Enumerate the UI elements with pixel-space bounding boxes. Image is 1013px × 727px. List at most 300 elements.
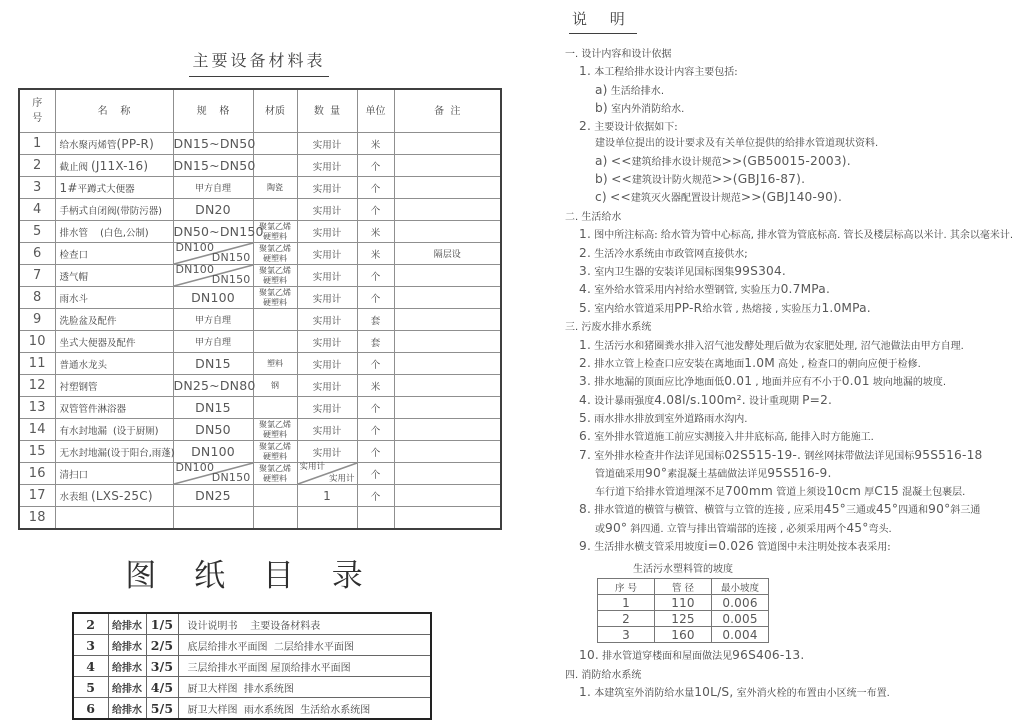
cell-name: 1#平蹲式大便器 bbox=[55, 177, 173, 199]
cell-material bbox=[253, 485, 297, 507]
text-run: (PP-R) bbox=[116, 136, 154, 151]
cell-unit: 个 bbox=[357, 485, 394, 507]
text-run: . bbox=[917, 359, 921, 371]
cell-spec: 甲方自理 bbox=[173, 309, 253, 331]
text-run: 99S304. bbox=[734, 264, 786, 279]
text-run: 1. bbox=[579, 64, 592, 79]
text-run: 15 bbox=[28, 444, 46, 459]
column-header: 管 径 bbox=[655, 579, 712, 595]
notes-lines-post bbox=[565, 647, 1000, 702]
text-run: 45° bbox=[846, 520, 869, 535]
cell-note bbox=[394, 375, 501, 397]
text-run: 2. bbox=[579, 356, 592, 371]
cell-unit: 个 bbox=[357, 441, 394, 463]
cell-note bbox=[394, 221, 501, 243]
cell-name bbox=[55, 507, 173, 530]
cell-material: 聚氯乙烯硬塑料 bbox=[253, 265, 297, 287]
text-run: 110 bbox=[671, 595, 695, 610]
column-header: 数 量 bbox=[297, 89, 357, 133]
cell-no bbox=[19, 463, 55, 485]
text-run: << bbox=[611, 172, 632, 187]
cell-quantity: 实用计 bbox=[297, 177, 357, 199]
materials-table bbox=[18, 88, 502, 530]
note-line: 8. 排水管道的横管与横管、横管与立管的连接 , 应采用45°三通或45°四通和90°斜三通 bbox=[579, 502, 981, 517]
text-run: 5. bbox=[579, 410, 592, 425]
text-run: ) bbox=[154, 425, 159, 437]
text-run: . bbox=[660, 85, 664, 97]
cell-name: 雨水斗 bbox=[55, 287, 173, 309]
cell-sheet-index bbox=[146, 677, 178, 698]
cell-quantity bbox=[297, 463, 357, 485]
cell-quantity: 实用计 bbox=[297, 397, 357, 419]
text-run: . bbox=[942, 377, 947, 389]
cell-material: 聚氯乙烯硬塑料 bbox=[253, 419, 297, 441]
text-run: . bbox=[575, 49, 579, 60]
text-run: . bbox=[888, 523, 892, 535]
text-run: 6. bbox=[579, 429, 592, 444]
slope-table-body bbox=[598, 595, 769, 643]
text-run: 1. bbox=[579, 337, 592, 352]
text-run: 1 bbox=[622, 595, 630, 610]
text-run: 02S515-19-. bbox=[724, 447, 802, 462]
cell-sheet-index bbox=[146, 635, 178, 656]
cell-no bbox=[19, 133, 55, 155]
text-run: 6 bbox=[33, 246, 42, 261]
text-run: 1 bbox=[323, 488, 331, 503]
table-row bbox=[19, 287, 501, 309]
text-run: 14 bbox=[28, 422, 46, 437]
cell-spec: 甲方自理 bbox=[173, 177, 253, 199]
cell-spec bbox=[173, 507, 253, 530]
cell-page-number bbox=[73, 677, 108, 698]
text-run: DN100 bbox=[191, 290, 235, 305]
column-header: 备 注 bbox=[394, 89, 501, 133]
text-run: 700mm bbox=[725, 484, 774, 499]
column-header: 名 称 bbox=[55, 89, 173, 133]
text-run: 8. bbox=[579, 502, 592, 517]
text-run: a) bbox=[595, 153, 608, 168]
text-run: 1. bbox=[579, 227, 592, 242]
cell-no bbox=[19, 177, 55, 199]
cell-unit: 个 bbox=[357, 155, 394, 177]
text-run: 3. bbox=[579, 374, 592, 389]
cell-name: 双管管件淋浴器 bbox=[55, 397, 173, 419]
cell-no bbox=[19, 243, 55, 265]
cell-material: 聚氯乙烯硬塑料 bbox=[253, 287, 297, 309]
cell-page-number bbox=[73, 613, 108, 635]
text-run: DN25 bbox=[195, 488, 231, 503]
text-run: , bbox=[735, 303, 739, 315]
text-run: 1. bbox=[579, 685, 592, 700]
cell-no bbox=[19, 199, 55, 221]
text-run: DN15~DN50 bbox=[173, 136, 256, 151]
text-run: , bbox=[755, 377, 759, 389]
text-run: 96S406-13. bbox=[732, 648, 805, 663]
diagonal-split-cell bbox=[174, 243, 253, 264]
cell-spec bbox=[173, 397, 253, 419]
cell-unit: 米 bbox=[357, 133, 394, 155]
cell-note: 隔层设 bbox=[394, 243, 501, 265]
cell-material bbox=[253, 133, 297, 155]
text-run: , bbox=[775, 303, 779, 315]
cell-min-slope bbox=[712, 627, 769, 643]
text-run: , bbox=[750, 230, 754, 242]
table-row bbox=[19, 133, 501, 155]
note-line: 2. 排水立管上检查口应安装在离地面1.0M 高处 , 检查口的朝向应便于检修. bbox=[579, 356, 921, 371]
cell-unit: 米 bbox=[357, 375, 394, 397]
table-row bbox=[19, 463, 501, 485]
notes-panel bbox=[565, 8, 1013, 703]
note-line: 2. 主要设计依据如下: bbox=[579, 119, 678, 134]
cell-material: 聚氯乙烯硬塑料 bbox=[253, 221, 297, 243]
text-run: . bbox=[886, 688, 890, 700]
text-run: . bbox=[575, 322, 579, 334]
cell-quantity bbox=[297, 485, 357, 507]
cell-index bbox=[598, 627, 655, 643]
cell-no bbox=[19, 507, 55, 530]
cell-quantity: 实用计 bbox=[297, 441, 357, 463]
cell-page-number bbox=[73, 635, 108, 656]
text-run: 45° bbox=[875, 502, 899, 517]
diagonal-split-cell bbox=[174, 265, 253, 286]
cell-spec bbox=[173, 221, 264, 243]
column-header: 序 号 bbox=[19, 89, 55, 133]
text-run: 160 bbox=[671, 627, 695, 642]
cell-name: 检查口 bbox=[55, 243, 173, 265]
cell-no bbox=[19, 221, 55, 243]
table-row bbox=[19, 485, 501, 507]
cell-sheet-index bbox=[146, 613, 178, 635]
note-line: 4. 设计暴雨强度4.08l/s.100m². 设计重现期 P=2. bbox=[579, 392, 833, 407]
cell-spec bbox=[173, 375, 256, 397]
cell-diameter bbox=[655, 595, 712, 611]
cell-name: 透气帽 bbox=[55, 265, 173, 287]
note-line: 5. 室内给水管道采用PP-R给水管 , 热熔接 , 实验压力1.0MPa. bbox=[579, 300, 871, 315]
cell-quantity: 实用计 bbox=[297, 199, 357, 221]
catalog-title: 图 纸 目 录 bbox=[125, 558, 377, 594]
text-run: 5 bbox=[33, 224, 42, 239]
column-header: 规 格 bbox=[173, 89, 253, 133]
text-run: >>(GBJ140-90). bbox=[740, 190, 843, 205]
text-run: . bbox=[875, 138, 879, 150]
text-run: PP-R bbox=[674, 300, 703, 315]
table-row bbox=[19, 507, 501, 530]
text-run: DN50 bbox=[195, 422, 231, 437]
note-line: a) <<建筑给排水设计规范>>(GB50015-2003). bbox=[595, 153, 851, 168]
text-run: 3 bbox=[86, 637, 96, 653]
text-run: 2 bbox=[622, 611, 630, 626]
catalog-table-body bbox=[73, 613, 431, 719]
cell-note bbox=[394, 397, 501, 419]
header-row bbox=[19, 89, 501, 133]
diagonal-top-value: 实用计 bbox=[299, 462, 326, 472]
text-run: ( bbox=[113, 425, 117, 437]
cell-quantity: 实用计 bbox=[297, 243, 357, 265]
cell-quantity: 实用计 bbox=[297, 309, 357, 331]
cell-page-number bbox=[73, 656, 108, 677]
cell-content: 底层给排水平面图 二层给排水平面图 bbox=[178, 635, 431, 656]
text-run: . bbox=[744, 413, 748, 425]
column-header: 最小坡度 bbox=[712, 579, 769, 595]
text-run: 10 bbox=[28, 334, 46, 349]
text-run: , bbox=[148, 447, 152, 459]
cell-material bbox=[253, 507, 297, 530]
diagonal-bottom-value bbox=[212, 252, 251, 265]
note-line: 管道础采用90°素混凝土基础做法详见95S516-9. bbox=[595, 465, 832, 480]
text-run: b) bbox=[595, 172, 608, 187]
table-row bbox=[19, 155, 501, 177]
text-run: 3 bbox=[33, 180, 42, 195]
header-row bbox=[598, 579, 769, 595]
cell-unit: 套 bbox=[357, 309, 394, 331]
cell-note bbox=[394, 331, 501, 353]
text-run: 9 bbox=[33, 312, 42, 327]
cell-note bbox=[394, 309, 501, 331]
text-run: 1.0MPa. bbox=[821, 300, 871, 315]
cell-name: 无水封地漏(设于阳台,雨蓬) bbox=[55, 441, 173, 463]
cell-spec bbox=[173, 353, 253, 375]
cell-note bbox=[394, 177, 501, 199]
text-run: 7 bbox=[33, 268, 42, 283]
text-run: DN150 bbox=[211, 273, 251, 286]
note-line: 建设单位提出的设计要求及有关单位提供的给排水管道现状资料. bbox=[595, 138, 879, 150]
text-run: >>(GB50015-2003). bbox=[721, 153, 851, 168]
cell-no bbox=[19, 419, 55, 441]
text-run: 16 bbox=[28, 466, 46, 481]
table-row bbox=[19, 309, 501, 331]
cell-spec bbox=[173, 243, 253, 265]
cell-material: 聚氯乙烯硬塑料 bbox=[253, 463, 297, 485]
text-run: << bbox=[610, 153, 632, 168]
text-run: a) bbox=[595, 82, 608, 97]
cell-material: 聚氯乙烯硬塑料 bbox=[253, 243, 297, 265]
column-header: 序 号 bbox=[598, 579, 655, 595]
text-run: 10L/S, bbox=[694, 685, 734, 700]
text-run: DN150 bbox=[211, 251, 251, 264]
cell-unit: 个 bbox=[357, 265, 394, 287]
cell-name: 有水封地漏 (设于厨厕) bbox=[55, 419, 173, 441]
note-line: 2. 生活冷水系统由市政管网直接供水; bbox=[579, 245, 748, 260]
text-run: . bbox=[575, 670, 579, 682]
text-run: . bbox=[870, 432, 874, 444]
text-run: 0.7MPa. bbox=[780, 282, 831, 297]
note-line: 一. 设计内容和设计依据 bbox=[565, 49, 672, 60]
note-line: c) <<建筑灭火器配置设计规范>>(GBJ140-90). bbox=[595, 190, 843, 205]
cell-note bbox=[394, 463, 501, 485]
table-row bbox=[19, 177, 501, 199]
notes-heading: 说 明 bbox=[569, 8, 637, 34]
text-run: DN150 bbox=[211, 471, 251, 484]
cell-quantity: 实用计 bbox=[297, 221, 357, 243]
cell-content: 设计说明书 主要设备材料表 bbox=[178, 613, 431, 635]
text-run: 90° bbox=[928, 502, 951, 517]
text-run: . bbox=[943, 230, 947, 242]
slope-row bbox=[598, 627, 769, 643]
text-run: 11 bbox=[28, 356, 46, 371]
cell-no bbox=[19, 309, 55, 331]
cell-quantity: 实用计 bbox=[297, 265, 357, 287]
cell-name: 衬塑钢管 bbox=[55, 375, 173, 397]
note-line: 1. 图中所注标高: 给水管为管中心标高, 排水管为管底标高. 管长及楼层标高以米计. 其余以毫米计. bbox=[579, 227, 1013, 242]
cell-note bbox=[394, 287, 501, 309]
text-run: . bbox=[960, 340, 964, 352]
text-run: 10cm bbox=[826, 484, 862, 499]
cell-name: 坐式大便器及配件 bbox=[55, 331, 173, 353]
cell-no bbox=[19, 485, 55, 507]
diagonal-top-value bbox=[176, 242, 215, 255]
text-run: , bbox=[779, 523, 784, 535]
cell-quantity: 实用计 bbox=[297, 287, 357, 309]
text-run: , bbox=[787, 505, 791, 517]
text-run: 10. bbox=[579, 648, 599, 663]
cell-unit: 个 bbox=[357, 463, 394, 485]
column-header: 材质 bbox=[253, 89, 297, 133]
cell-content: 厨卫大样图 排水系统图 bbox=[178, 677, 431, 698]
cell-spec bbox=[173, 463, 253, 485]
catalog-row bbox=[73, 635, 431, 656]
text-run: 7. bbox=[579, 447, 592, 462]
text-run: 0.004 bbox=[722, 627, 758, 642]
text-run: DN20 bbox=[195, 202, 231, 217]
catalog-row bbox=[73, 698, 431, 720]
cell-material bbox=[253, 331, 297, 353]
materials-table-body bbox=[19, 133, 501, 530]
cell-spec: 甲方自理 bbox=[173, 331, 253, 353]
notes-flow bbox=[565, 47, 1013, 703]
cell-no bbox=[19, 353, 55, 375]
cell-quantity: 实用计 bbox=[297, 353, 357, 375]
cell-unit: 个 bbox=[357, 287, 394, 309]
note-line: 5. 雨水排水排放到室外道路雨水沟内. bbox=[579, 410, 748, 425]
cell-index bbox=[598, 611, 655, 627]
cell-unit: 米 bbox=[357, 243, 394, 265]
text-run: 4. bbox=[579, 392, 592, 407]
cell-content: 三层给排水平面图 屋顶给排水平面图 bbox=[178, 656, 431, 677]
cell-note bbox=[394, 265, 501, 287]
cell-unit: 个 bbox=[357, 419, 394, 441]
text-run: ( bbox=[107, 447, 111, 459]
text-run: 18 bbox=[28, 510, 46, 525]
text-run: C15 bbox=[874, 484, 899, 499]
text-run: DN100 bbox=[175, 263, 215, 276]
cell-note bbox=[394, 155, 501, 177]
text-run: 90° bbox=[605, 520, 628, 535]
note-line: 9. 生活排水横支管采用坡度i=0.026 管道图中未注明处按本表采用: bbox=[579, 539, 891, 554]
text-run: 4. bbox=[579, 282, 592, 297]
cell-sheet-index bbox=[146, 698, 178, 720]
text-run: 0.01 bbox=[841, 374, 870, 389]
text-run: 17 bbox=[28, 488, 46, 503]
cell-note bbox=[394, 485, 501, 507]
note-line: 3. 室内卫生器的安装详见国标图集99S304. bbox=[579, 264, 786, 279]
slope-row bbox=[598, 595, 769, 611]
text-run: 5 bbox=[86, 679, 96, 695]
table-row bbox=[19, 331, 501, 353]
cell-spec bbox=[173, 155, 256, 177]
cell-quantity: 实用计 bbox=[297, 331, 357, 353]
text-run: 4.08l/s.100m². bbox=[654, 392, 746, 407]
note-line: 1. 本工程给排水设计内容主要包括: bbox=[579, 64, 738, 79]
table-row bbox=[19, 265, 501, 287]
text-run: 8 bbox=[33, 290, 42, 305]
slope-table-title: 生活污水塑料管的坡度 bbox=[633, 564, 733, 576]
text-run: b) bbox=[595, 100, 608, 115]
catalog-row bbox=[73, 656, 431, 677]
cell-unit bbox=[357, 507, 394, 530]
cell-category: 给排水 bbox=[108, 635, 146, 656]
text-run: 4 bbox=[86, 658, 96, 674]
cell-quantity: 实用计 bbox=[297, 155, 357, 177]
cell-spec bbox=[173, 287, 253, 309]
diagonal-split-cell bbox=[298, 463, 357, 484]
cell-name: 水表组 (LXS-25C) bbox=[55, 485, 173, 507]
note-line: 1. 生活污水和猪圈粪水排入沼气池发酵处理后做为农家肥处理, 沼气池做法由甲方自理. bbox=[579, 337, 964, 352]
cell-spec bbox=[173, 199, 253, 221]
cell-note bbox=[394, 441, 501, 463]
note-line: 三. 污废水排水系统 bbox=[565, 322, 652, 334]
table-row bbox=[19, 419, 501, 441]
text-run: , bbox=[784, 432, 788, 444]
text-run: 3/5 bbox=[150, 658, 174, 674]
cell-material: 钢 bbox=[253, 375, 297, 397]
cell-no bbox=[19, 287, 55, 309]
note-line: 四. 消防给水系统 bbox=[565, 670, 642, 682]
cell-material: 聚氯乙烯硬塑料 bbox=[253, 441, 297, 463]
text-run: DN15 bbox=[195, 356, 231, 371]
text-run: 90° bbox=[645, 465, 668, 480]
text-run: , bbox=[801, 359, 805, 371]
materials-table-header bbox=[19, 89, 501, 133]
cell-material bbox=[253, 155, 297, 177]
materials-table-title: 主要设备材料表 bbox=[189, 48, 328, 77]
text-run: DN100 bbox=[175, 241, 215, 254]
text-run: DN25~DN80 bbox=[173, 378, 256, 393]
text-run: 95S516-9. bbox=[767, 465, 832, 480]
text-run: (LXS-25C) bbox=[91, 488, 153, 503]
cell-material: 陶瓷 bbox=[253, 177, 297, 199]
column-header: 单位 bbox=[357, 89, 394, 133]
text-run: . bbox=[575, 212, 579, 224]
text-run: 4 bbox=[33, 202, 42, 217]
table-row bbox=[19, 199, 501, 221]
text-run: 95S516-18 bbox=[914, 447, 983, 462]
cell-note bbox=[394, 419, 501, 441]
cell-no bbox=[19, 397, 55, 419]
cell-unit: 个 bbox=[357, 353, 394, 375]
cell-no bbox=[19, 331, 55, 353]
text-run: 1.0M bbox=[744, 356, 775, 371]
text-run: . bbox=[1009, 230, 1013, 242]
cell-content: 厨卫大样图 雨水系统图 生活给水系统图 bbox=[178, 698, 431, 720]
cell-quantity bbox=[297, 507, 357, 530]
diagonal-top-value bbox=[176, 462, 215, 475]
text-run: 2/5 bbox=[150, 637, 174, 653]
cell-name: 普通水龙头 bbox=[55, 353, 173, 375]
cell-category: 给排水 bbox=[108, 656, 146, 677]
note-line: 3. 排水地漏的顶面应比净地面低0.01 , 地面并应有不小于0.01 坡向地漏的坡度. bbox=[579, 374, 947, 389]
text-run: DN15~DN50 bbox=[173, 158, 256, 173]
text-run: DN100 bbox=[175, 461, 215, 474]
cell-name: 给水聚丙烯管(PP-R) bbox=[55, 133, 173, 155]
text-run: ( bbox=[100, 227, 104, 239]
text-run: . bbox=[660, 523, 664, 535]
materials-table-title-wrap bbox=[18, 48, 500, 77]
cell-spec bbox=[173, 265, 253, 287]
cell-quantity: 实用计 bbox=[297, 419, 357, 441]
table-row bbox=[19, 375, 501, 397]
text-run: 1 bbox=[33, 136, 42, 151]
text-run: >>(GBJ16-87). bbox=[711, 172, 806, 187]
